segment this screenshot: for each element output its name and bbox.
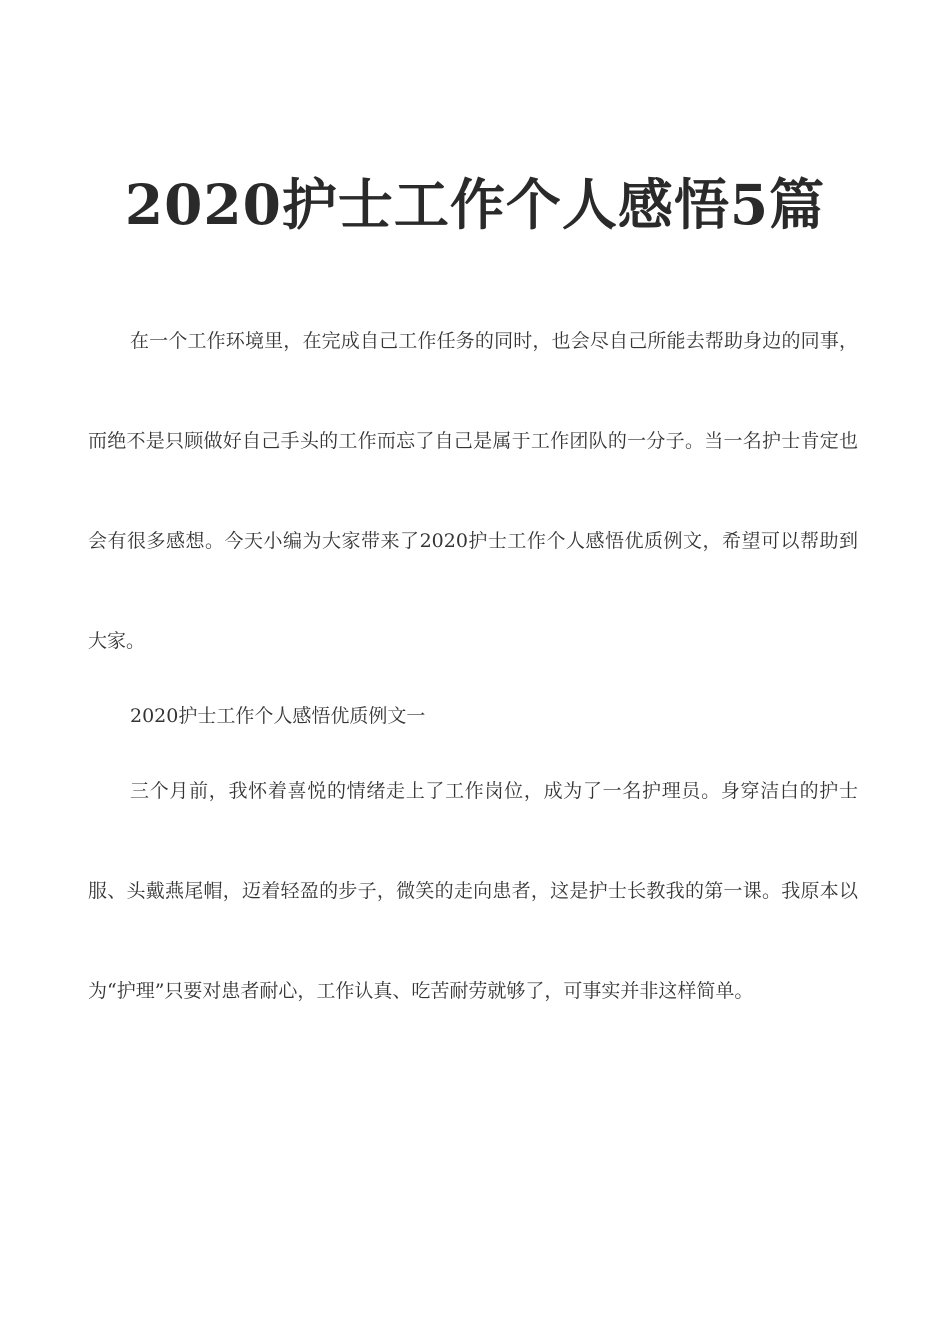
document-title: 2020护士工作个人感悟5篇 (124, 171, 826, 237)
section-heading: 2020护士工作个人感悟优质例文一 (130, 705, 426, 727)
intro-paragraph: 在一个工作环境里，在完成自己工作任务的同时，也会尽自己所能去帮助身边的同事，而绝不是只顾做好自己手头的工作而忘了自己是属于工作团队的一分子。当一名护士肯定也会有很多感想。今天小编为大家带来了2020护士工作个人感悟优质例文，希望可以帮助到大家。 (88, 330, 858, 652)
section-paragraph: 三个月前，我怀着喜悦的情绪走上了工作岗位，成为了一名护理员。身穿洁白的护士服、头戴燕尾帽，迈着轻盈的步子，微笑的走向患者，这是护士长教我的第一课。我原本以为“护理”只要对患者耐心，工作认真、吃苦耐劳就够了，可事实并非这样简单。 (88, 780, 858, 1002)
